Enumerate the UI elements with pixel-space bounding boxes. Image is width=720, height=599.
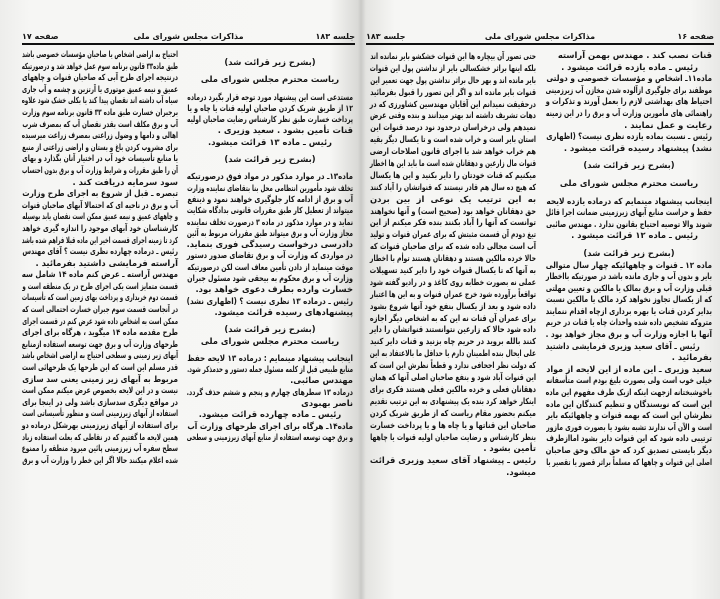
text-line: میکنم بحضور مقام ریاست که از طریق شریک کردن: [369, 407, 536, 418]
text-column-left: [22, 49, 178, 466]
text-line: ممکن است به اشخاص داده شود عرض کنم در قسمت اجرای: [22, 315, 179, 326]
text-line: اینجانب پیشنهاد مینمایم که درماده یازده لایحه: [546, 195, 712, 206]
text-line: آب و برق از ادامه کار جلوگیری خواهند نمود و ذینفع: [187, 193, 353, 204]
text-line: رئیس ـ ماده ۱۲ قرائت میشود .: [571, 230, 698, 241]
text-line: تخلف شود مأمورین انتظامی محل بنا بتقاضای نماینده وزارت: [187, 182, 353, 193]
text-line: است و الآن آب ندارند تشبه بشود یا بصورت فوری مازور: [546, 421, 712, 432]
text-line: بفرمائید .: [671, 352, 712, 363]
text-line: عملی نه بصورت خطابه روی کاغذ و در رادیو گفته شود: [369, 276, 536, 287]
text-line: که دولت نظر اجحافی ندارد و قطعاً نظرش این است که: [369, 360, 536, 371]
session-number: جلسه ۱۸۳: [366, 32, 406, 41]
text-line: مجاز وزارت آب و برق میتواند طبق مقررات مربوط به آئین: [186, 227, 353, 238]
page-number: صفحه ۱۶: [677, 32, 714, 41]
centered-heading-line: رئیس ـ ماده ۱۳ قرائت میشود.: [208, 136, 332, 147]
text-line: طبق ماده۳۳ قانون برنامه سوم عمل خواهد شد و درصورتیکه: [21, 60, 178, 71]
text-line: قسمت متمایز است یکی اجرای طرح در یک منطقه است و: [22, 280, 178, 291]
text-line: این است که نویسندگان و تنظیم کنندگان این ماده: [545, 398, 712, 409]
text-line: راهنمائی های مأمورین وزارت آب و برق را در این زمینه: [545, 107, 712, 118]
text-line: نماید و در موارد مذکور در ماده ۳ درصورت تخلف نماینده: [186, 216, 353, 227]
text-line: موظفند برای جلوگیری ازآلوده شدن مخازن آب زیرزمینی: [545, 84, 712, 95]
text-line: حتی تصور آن بیچاره ها این قنوات خشکشو بایر نمانده اند: [370, 51, 536, 61]
text-line: تیغ دودم آن قسمت مثبتش که برای عمران قنوات و تولید: [370, 229, 536, 240]
text-line: به این ترتیب یک نوعی از بین بردن: [370, 193, 536, 204]
running-title: مذاکرات مجلس شورای ملی: [484, 32, 596, 41]
text-line: احتیاج به اراضی اشخاص یا صاحبان مؤسسات خصوصی باشد: [22, 49, 178, 59]
text-line: شوند والا توصیه احتیاج بقانون ندارد . مهندس صائبی: [546, 218, 712, 229]
text-line: درحقیقت نمیدانم این آقایان مهندسین کشاورزی که در: [369, 98, 536, 109]
text-line: صاحبان این قناتها و یا چاه ها و یا پرداخت خسارت: [369, 419, 536, 430]
text-line: اصلی این قنوات و چاهها که مسلماً براثر قصور یا تقصیر یا: [546, 456, 712, 467]
centered-heading-line: ریاست محترم مجلس شورای ملی: [559, 177, 699, 188]
text-line: ماده ۱۲ ـ قنوات و چاههائیکه چهار سال متوالی: [545, 259, 712, 270]
text-line: ۱۲ از طریق شریک کردن صاحبان اولیه قنات یا چاه و یا: [187, 102, 353, 113]
text-line: آب است مجالی داده شده که برای صاحبان قنوات که: [369, 241, 536, 252]
text-line: قنوات بایر مانده اند و اگر این تصور را قبول بفرمائید: [370, 86, 536, 97]
text-line: نظرشان این است که بهمه قنوات و چاههائیکه بایر: [546, 410, 712, 421]
text-line: رئیس ـ پیشنهاد آقای سعید وزیری قرائت: [369, 455, 536, 466]
text-line: احتیاط های بهداشتی لازم را بعمل آورند و تذکرات و: [545, 96, 712, 107]
text-line: همین لایحه ما گفتیم که در نقاطی که بعلت استفاده زیاد: [22, 431, 179, 442]
text-line: دهات تشریف داشته اند بهتر میدانند و بنده وقتی عرض: [370, 110, 536, 121]
text-line: قسمت دوم خریداری و پرداخت بهای زمین است که تأسیسات: [21, 292, 178, 303]
text-line: رئیس ـ درماده ۱۳ نظری نیست ؟ (اظهاری نشد): [186, 295, 353, 306]
text-line: آبهای زیر زمینی و سطحی احتیاج به اراضی اشخاص باشد: [21, 350, 178, 361]
text-line: به آنها که تا یکسال قنوات خود را دایر کنید تسهیلات: [369, 265, 536, 276]
centered-heading-line: (بشرح زیر قرائت شد): [224, 57, 316, 67]
text-line: بایر و بدون آب و جاری مانده باشد در صورتیکه بااخطار: [545, 271, 712, 282]
text-line: طرحهای وزارت آب و برق جهت توسعه استفاده ازمنابع: [21, 338, 179, 349]
text-line: پرداخت خسارت طبق نظر کارشناس رضایت صاحبان اولیه: [187, 114, 353, 125]
text-line: میکنیم که قنات خودتان را دایر بکنید و این ها یکسال: [370, 169, 536, 180]
text-line: ماده۱۱ـ اشخاص و مؤسسات خصوصی و دولتی: [546, 73, 712, 84]
centered-heading-line: رئیس ـ ماده چهارده قرائت میشود.: [198, 409, 342, 420]
text-line: استان بایر است و خراب شده است و تا یکسال دیگر بقیه: [370, 134, 536, 145]
text-line: وزارت آب و برق محکوم به بیحقی شود مسئول جبران: [187, 273, 353, 284]
page-header: [22, 32, 355, 45]
text-line: منابع طبیعی قبل از کلمه مسئول جمله دستور و حدمذکر شود.: [187, 364, 353, 375]
text-line: دادرسی درخواست رسیدگی فوری بنماید.: [186, 239, 353, 250]
text-line: برجبران خسارت طبق ماده ۳۳ قانون برنامه سوم وزارت: [22, 106, 178, 117]
text-line: مربوط به آبهای زیر زمینی یعنی سد سازی: [22, 373, 178, 384]
text-line: سطح سفره آب زیرزمینی پائین میرود منطقه را ممنوع: [21, 443, 178, 454]
page-header: [366, 32, 714, 45]
text-line: آن را طبق مقررات و شرایط وزارت آب و برق بدون احتساب: [22, 164, 178, 175]
text-line: که از یکسال تجاوز نخواهد کرد مالک یا مالکین نسبت: [545, 294, 712, 305]
text-line: سعید وزیری ـ این ماده از این لایحه از مواد: [546, 363, 712, 374]
text-line: مهندس صائبی.: [290, 375, 353, 386]
text-line: اینکار خواهد کرد بنده یک پیشنهادی به این ترتیب تقدیم: [369, 395, 536, 406]
text-line: نشد) پیشنهاد رسیده قرائت میشود .: [563, 142, 712, 153]
text-line: در مواردی که وزارت آب و برق تقاضای صدور دستور: [186, 250, 353, 261]
centered-heading-line: (بشرح زیر قرائت شد): [224, 154, 316, 165]
text-line: در آنجاست قسمت سوم جبران خسارت احتمالی است که: [22, 304, 179, 315]
text-line: مهندس آراسته ـ عرض کنم ماده ۱۴ شامل سه: [21, 269, 178, 280]
text-line: یا منابع تأسیسات خود آب در اختیار آنان بگذارد و بهای: [22, 153, 179, 164]
text-line: حفظ و حراست منابع آبهای زیرزمینی ضمانت اجرا قائل: [545, 207, 712, 218]
text-line: داده شود حالا که زارعین نتوانستند قنواتشان را دایر: [369, 324, 536, 335]
text-line: بلکه اینها براثر خشکسالی بایر از نداشتن پول این قنوات: [369, 62, 536, 73]
text-line: ماده۱۳ـ در موارد مذکور در مواد فوق درصورتیکه: [186, 171, 353, 182]
text-line: درماده ۱۳ سطرهای چهارم و پنجم و ششم حذف گردد.: [186, 386, 353, 397]
text-line: این قنوات آباد شود و بنفع صاحبان اصلی آنها که همان: [370, 372, 536, 383]
running-title: مذاکرات مجلس شورای ملی: [133, 32, 244, 41]
text-line: استفاده از آبهای زیرزمینی است و منظور تأسیساتی است: [22, 408, 179, 419]
text-line: عمیق و نیمه عمیق موتوری یا آرتزین و چشمه و آب جاری: [22, 83, 179, 94]
text-line: آب و برق در ناحیه ای که احتمالا آبهای صاحبان قنوات: [21, 199, 178, 210]
text-line: میتواند از تعطیل کار طبق مقررات قانونی بدادگاه شکایت: [186, 205, 353, 216]
text-line: ترتیبی داده شود که این قنوات دایر بشود اماازطرف: [546, 433, 712, 444]
text-line: بنظر کارشناس و رضایت صاحبان اولیه قنوات یا چاهها: [370, 431, 536, 442]
text-line: برای عمران آن قنات نه این که به اشخاص دیگر اجازه: [369, 312, 536, 323]
text-line: درنتیجه اجرای طرح آبی که صاحبان قنوات و چاههای: [22, 72, 179, 83]
text-line: پیشنهادهای رسیده قرائت میشود.: [214, 306, 353, 317]
text-line: آراسته فرمایشی داشتید بفرمائید .: [35, 257, 178, 268]
text-line: حالا خرده مالکین هستند و دهقانان هستند توأم با اخطار: [369, 253, 536, 264]
text-line: باخوشبختانه ازجهت اینکه ازیک طرف مفهوم این ماده: [545, 387, 712, 398]
text-line: قنات تأمین بشود . سعید وزیری .: [217, 125, 353, 136]
right-page: [360, 0, 720, 599]
text-line: مستدعی است این پیشنهاد مورد توجه قرار بگیرد درماده: [187, 91, 353, 102]
text-line: که هیچ ده سال هم قادر نیستند که قنواتشان را آباد کنند: [370, 181, 536, 192]
text-line: رعایت و عمل نمایند .: [624, 119, 712, 130]
text-line: تبصره ـ قبل از شروع به اجرای طرح وزارت: [22, 188, 178, 199]
text-line: در مواقع دیگری سدسازی باشد ولی در اینجا برای: [22, 396, 179, 407]
text-line: خیلی خوب است ولی بصورت بلیغ بودم است متأسفانه: [546, 375, 712, 386]
text-line: قنات نصب کند . مهندس بهمن آراسته: [557, 50, 712, 60]
text-line: تأمین بشود .: [483, 443, 536, 454]
text-line: رئیس ـ درماده چهارده نظری نیست ؟ آقای مهندس: [22, 246, 178, 257]
text-line: متروکه تشخیص داده شده واحداث چاه یا قنات در حریم: [545, 317, 712, 328]
text-line: آب و برق مکلف است بقدر نقصان آب که بمصرف شرب: [22, 118, 178, 129]
text-line: نمیدهم ولی درخراسان درحدود نود درصد قنوات این: [370, 122, 536, 133]
text-line: توانست که آنها را آباد بکنند بنده فکر میکنم از این: [369, 217, 536, 228]
text-line: کارشناسان خود آبهای موجود را اندازه گیری خواهد: [22, 222, 178, 233]
text-line: نیست و در این لایحه بخصوص عرض میکنم ممکن است: [21, 385, 178, 396]
text-line: برای مشروب کردن باغ و بستان و اراضی زراعتی از منبع: [22, 141, 179, 152]
text-line: اهالی و دامها و وضول زراعتی بمصرف زراعت میرسیده: [21, 130, 178, 141]
text-line: تواقعاً برآورده شود خرج عمران قنوات و به این ها اعتبار: [370, 288, 536, 299]
text-line: حق دهقانان خواهد بود (صحیح است) و آنها نخواهند: [370, 205, 536, 216]
centered-heading-line: (بشرح زیر قرائت شد): [583, 247, 675, 258]
text-line: آنها با اجازه وزارت آب و برق مجاز خواهد بود .: [545, 329, 712, 340]
text-line: قبلی وزارت آب و برق بمالک یا مالکین و تعیین مهلتی: [545, 282, 712, 293]
text-line: قنوات مال زارعین و دهقانان شده است ما باید این ها اخطار: [369, 158, 536, 169]
text-column-right: [187, 57, 353, 443]
text-column-right: [546, 50, 712, 468]
centered-heading-line: (بشرح زیر قرائت شد): [224, 324, 316, 335]
page-number: صفحه ۱۷: [22, 32, 59, 41]
text-line: کرد تا زمینه اجرای قسمت اخیر این ماده قبلا فراهم شده باشد: [21, 234, 179, 245]
text-line: قدر مسلم این است که این طرحها یک طرحهائی است: [21, 362, 178, 373]
text-line: رئیس ـ ماده یازده قرائت میشود .: [561, 61, 698, 72]
text-line: سود سرمایه دریافت کند .: [72, 176, 178, 187]
text-line: رئیس ـ آقای سعید وزیری فرمایشی داشتید: [545, 340, 700, 351]
text-line: موقت مینماید از دادن تأمین معاف است لکن درصورتیکه: [187, 261, 353, 272]
text-line: و چاههای عمیق و نیمه عمیق ممکن است نقصان یابد بوسیله: [22, 211, 179, 222]
text-line: بایر مانده اند و بهر حال براثر نداشتن پول جهت تعمیر این: [370, 74, 536, 85]
text-line: علی ایحال بنده اطمینان دارم یا حداقل ما بالاعتقاد به این: [369, 348, 536, 359]
text-line: کنند بالله بروید در حریم چاه بزنید و قنات دایر کنید: [370, 336, 536, 347]
text-line: میشود.: [506, 467, 536, 478]
text-line: برای استفاده از آبهای زیرزمینی بهرشکل درماده دو: [21, 420, 179, 430]
text-line: رئیس ـ نسبت بماده یازده نظری نیست؟ (اظهاری: [546, 131, 712, 142]
text-line: دیگر بایستی تصدیق کرد که حق مالک وحق صاحبان: [545, 445, 712, 455]
text-line: بدایر کردن قنات یا بهره برداری ازچاه اقدام ننمایند: [545, 305, 712, 316]
centered-heading-line: (بشرح زیر قرائت شد): [583, 160, 675, 171]
text-line: طرح مقدمه ماده ۱۴ میگوید ، هرگاه برای اجرای: [21, 327, 178, 338]
session-number: جلسه ۱۸۳: [315, 32, 355, 41]
text-line: شده اعلام میکنند حالا اگر این خطر را وزارت آب و برق: [22, 454, 178, 465]
text-line: دهقانان فعلی و خرده مالکین فعلی هستند فکری برای: [369, 383, 536, 394]
text-line: ناصر بهبودی: [301, 398, 353, 409]
text-line: سیاه آب داشته اند نقصان پیدا کند یا بکلی خشک شود علاوه: [21, 95, 178, 106]
centered-heading-line: ریاست محترم مجلس شورای ملی: [200, 335, 340, 346]
text-line: و برق جهت توسعه استفاده از منابع آبهای زیرزمینی و سطحی: [186, 431, 353, 442]
text-line: داده شود و بعد از یکسال بنفع خود آنها شروع بشود: [370, 300, 536, 311]
text-line: ماده۱۴ـ هرگاه برای اجرای طرحهای وزارت آب: [187, 420, 353, 431]
text-line: خسارت وارده بطرف دعوی خواهد بود.: [195, 284, 353, 295]
centered-heading-line: ریاست محترم مجلس شورای ملی: [200, 74, 340, 85]
text-column-left: [370, 51, 536, 479]
text-line: اینجانب پیشنهاد مینمایم : درماده ۱۳ لایحه حفظ: [187, 352, 353, 363]
text-line: هم خراب خواهد شد با اجرای قانون اصلاحات ارضی: [369, 146, 536, 157]
